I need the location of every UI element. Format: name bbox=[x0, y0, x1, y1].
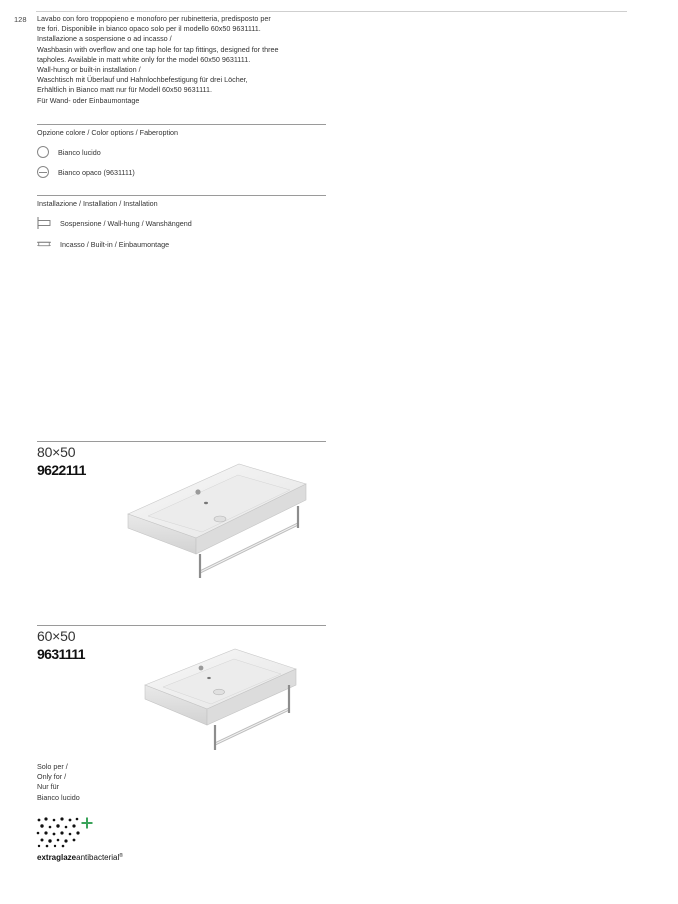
divider bbox=[37, 441, 326, 442]
installation-title: Installazione / Installation / Installation bbox=[37, 199, 158, 208]
color-option-glossy bbox=[37, 145, 101, 159]
note-line: Nur für bbox=[37, 782, 59, 792]
installation-label: Incasso / Built-in / Einbaumontage bbox=[60, 239, 170, 249]
description-line: Washbasin with overflow and one tap hole for tap fittings, designed for three bbox=[37, 44, 279, 54]
note-line: Only for / bbox=[37, 772, 67, 782]
installation-wall-hung bbox=[37, 216, 192, 230]
wall-hung-icon bbox=[37, 217, 51, 229]
page-number: 128 bbox=[14, 15, 27, 24]
product-code: 9631111 bbox=[37, 646, 85, 662]
product-size: 80×50 bbox=[37, 444, 76, 460]
availability-note bbox=[37, 762, 80, 803]
note-line: Solo per / bbox=[37, 762, 68, 771]
product-code: 9622111 bbox=[37, 462, 86, 478]
color-option-label: Bianco opaco (9631111) bbox=[58, 167, 135, 177]
description-line: Installazione a sospensione o ad incasso / bbox=[37, 34, 172, 44]
color-options-title: Opzione colore / Color options / Faberoption bbox=[37, 128, 179, 137]
washbasin-80x50-image bbox=[126, 462, 310, 584]
description-line: Wall-hung or built-in installation / bbox=[37, 65, 141, 75]
divider bbox=[37, 625, 326, 626]
description-line: Für Wand- oder Einbaumontage bbox=[37, 95, 140, 105]
brand-mark: ® bbox=[119, 853, 123, 859]
installation-label: Sospensione / Wall-hung / Wanshängend bbox=[60, 218, 192, 228]
divider bbox=[37, 124, 326, 125]
product-size: 60×50 bbox=[37, 628, 76, 644]
brand-light: antibacterial bbox=[76, 853, 120, 862]
description-line: Lavabo con foro troppopieno e monoforo per rubinetteria, predisposto per bbox=[37, 14, 271, 23]
installation-built-in bbox=[37, 237, 169, 251]
product-description bbox=[37, 14, 327, 106]
description-line: tapholes. Available in matt white only for the model 60x50 9631111. bbox=[37, 54, 251, 64]
top-rule bbox=[36, 11, 627, 12]
color-option-matt bbox=[37, 165, 135, 179]
built-in-icon bbox=[37, 238, 51, 250]
divider bbox=[37, 195, 326, 196]
extraglaze-logo-icon bbox=[36, 816, 98, 848]
extraglaze-brand bbox=[37, 853, 123, 862]
description-line: tre fori. Disponibile in bianco opaco solo per il modello 60x50 9631111. bbox=[37, 24, 261, 34]
washbasin-60x50-image bbox=[143, 647, 299, 753]
note-line: Bianco lucido bbox=[37, 792, 80, 802]
matt-white-swatch-icon bbox=[37, 166, 49, 178]
glossy-white-swatch-icon bbox=[37, 146, 49, 158]
description-line: Waschtisch mit Überlauf und Hahnlochbefestigung für drei Löcher, bbox=[37, 75, 248, 85]
brand-bold: extraglaze bbox=[37, 853, 77, 862]
color-option-label: Bianco lucido bbox=[58, 147, 101, 157]
description-line: Erhältlich in Bianco matt nur für Modell 60x50 9631111. bbox=[37, 85, 212, 95]
